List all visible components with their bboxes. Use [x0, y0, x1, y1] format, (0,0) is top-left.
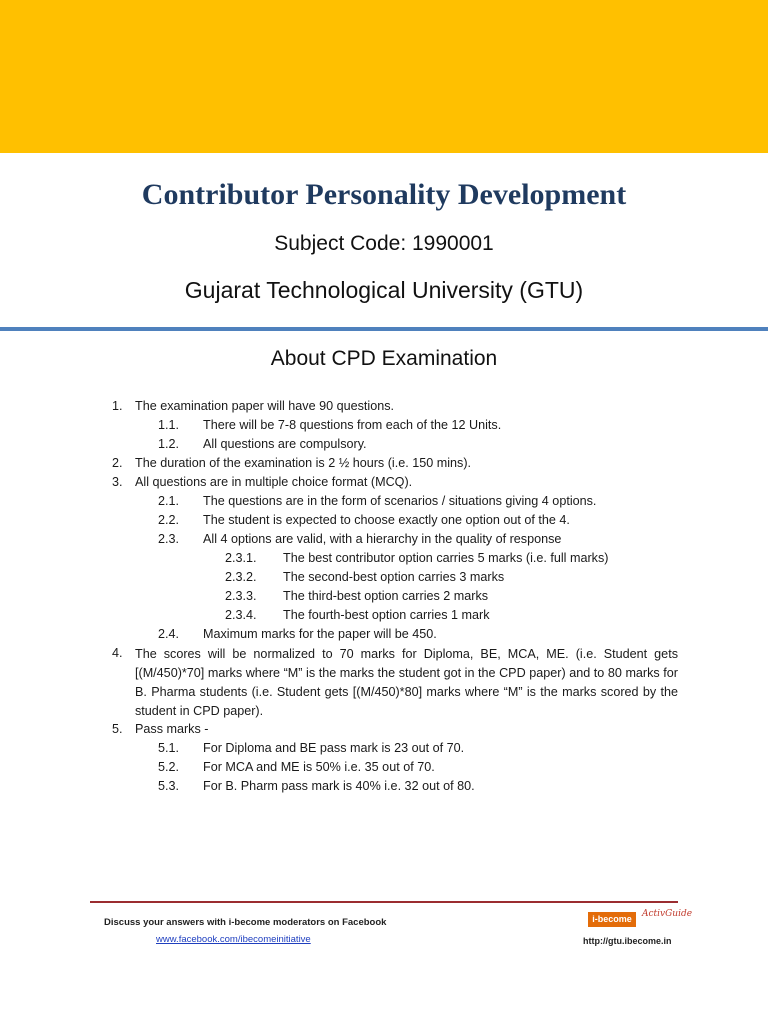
item-text: All 4 options are valid, with a hierarchy in the quality of response: [203, 532, 562, 546]
item-text: The questions are in the form of scenarios / situations giving 4 options.: [203, 494, 597, 508]
item-number: 3.: [112, 475, 123, 489]
page-title: Contributor Personality Development: [141, 178, 627, 211]
item-text: All questions are compulsory.: [203, 437, 367, 451]
item-number: 1.2.: [158, 437, 180, 451]
item-text: There will be 7-8 questions from each of the 12 Units.: [203, 418, 502, 432]
item-text: The best contributor option carries 5 marks (i.e. full marks): [283, 551, 609, 565]
item-number: 5.2.: [158, 760, 180, 774]
item-text: The student is expected to choose exactly one option out of the 4.: [203, 513, 570, 527]
item-number: 5.: [112, 722, 123, 736]
item-number: 2.3.1.: [225, 551, 257, 565]
item-number: 2.3.4.: [225, 608, 257, 622]
item-number: 4.: [112, 646, 123, 660]
item-number: 1.: [112, 399, 123, 413]
activguide-logo: ActivGuide: [642, 909, 693, 919]
facebook-link[interactable]: www.facebook.com/ibecomeinitiative: [156, 934, 311, 945]
item-number: 5.3.: [158, 779, 180, 793]
item-text: The second-best option carries 3 marks: [283, 570, 505, 584]
university-name: Gujarat Technological University (GTU): [184, 277, 584, 303]
item-text: All questions are in multiple choice format (MCQ).: [135, 475, 413, 489]
item-number: 2.2.: [158, 513, 180, 527]
item-text: The third-best option carries 2 marks: [283, 589, 489, 603]
item-number: 2.3.3.: [225, 589, 257, 603]
item-text: The examination paper will have 90 questions.: [135, 399, 395, 413]
footer-discuss-text: Discuss your answers with i-become moderators on Facebook: [104, 917, 387, 928]
ibecome-logo: i-become: [588, 912, 636, 927]
item-number: 2.4.: [158, 627, 180, 641]
footer-divider: [90, 901, 678, 903]
item-text: For Diploma and BE pass mark is 23 out of 70.: [203, 741, 465, 755]
item-number: 5.1.: [158, 741, 180, 755]
item-number: 2.3.: [158, 532, 180, 546]
item-text: For MCA and ME is 50% i.e. 35 out of 70.: [203, 760, 435, 774]
subject-code: Subject Code: 1990001: [274, 232, 494, 255]
item-text: The scores will be normalized to 70 marks for Diploma, BE, MCA, ME. (i.e. Student gets [(M/450)*70] marks where “M” is the marks the student got in the CPD paper) and to 80 marks for B. Pharma students (i.e. Student gets [(M/450)*80] marks where “M” is the marks scored by the student in CPD paper).: [135, 647, 678, 718]
site-url[interactable]: http://gtu.ibecome.in: [583, 936, 672, 946]
section-title: About CPD Examination: [270, 347, 498, 370]
item-text: The fourth-best option carries 1 mark: [283, 608, 490, 622]
item-number: 2.1.: [158, 494, 180, 508]
item-number: 2.3.2.: [225, 570, 257, 584]
top-yellow-band: [0, 0, 768, 153]
item-text: The duration of the examination is 2 ½ hours (i.e. 150 mins).: [135, 456, 472, 470]
item-number: 1.1.: [158, 418, 180, 432]
item-number: 2.: [112, 456, 123, 470]
item-text: Maximum marks for the paper will be 450.: [203, 627, 437, 641]
header-divider: [0, 327, 768, 331]
item-text: For B. Pharm pass mark is 40% i.e. 32 out of 80.: [203, 779, 475, 793]
item-text: Pass marks -: [135, 722, 209, 736]
